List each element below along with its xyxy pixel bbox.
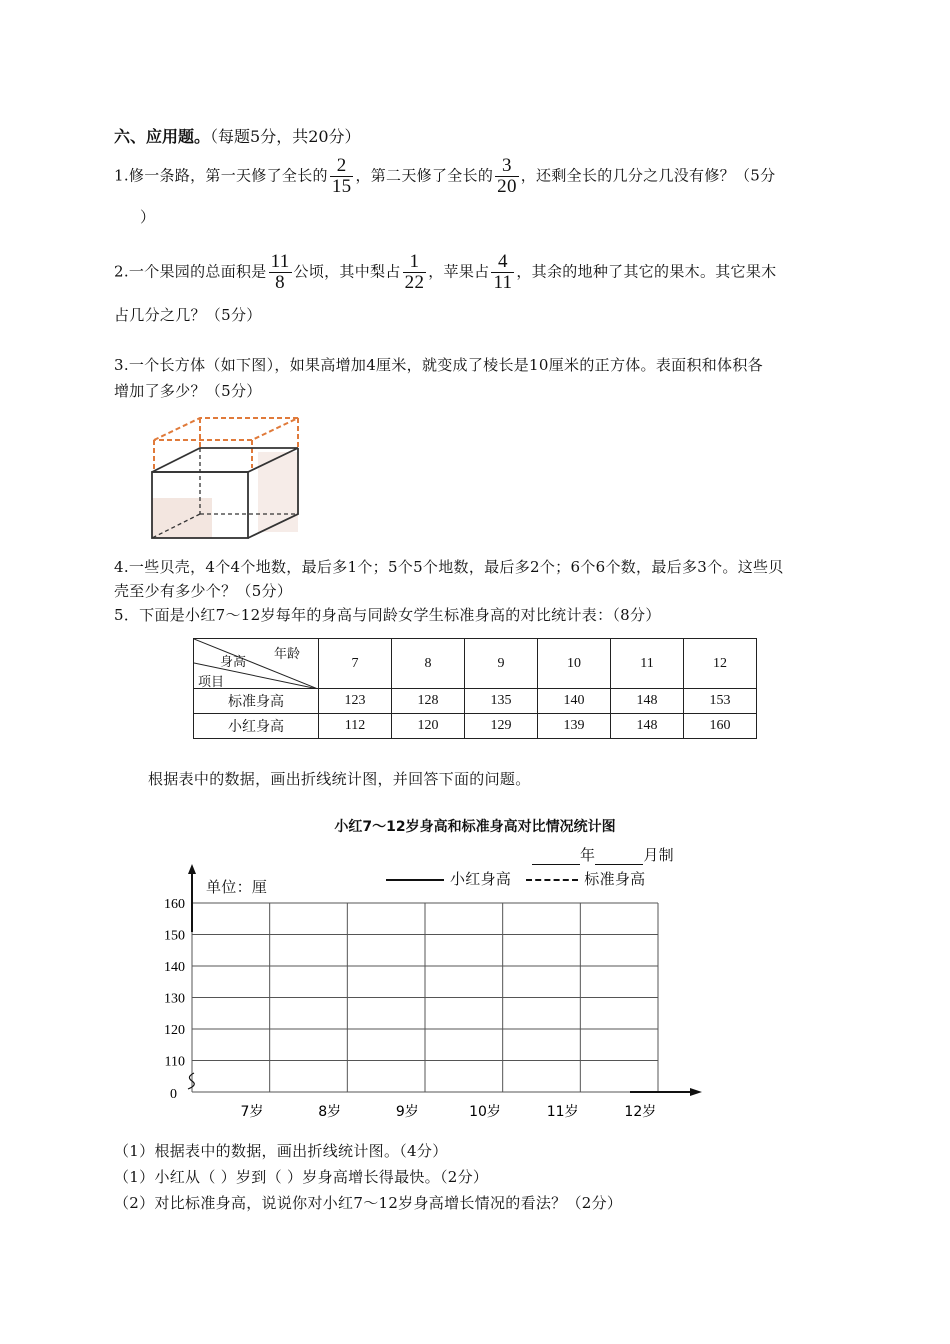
table-cell: 153 (684, 689, 757, 714)
chart-question-1: （1）根据表中的数据，画出折线统计图。（4分） (114, 1142, 448, 1160)
x-axis-arrow (690, 1088, 702, 1096)
table-cell: 128 (392, 689, 465, 714)
question-2-line2: 占几分之几？（5分） (114, 306, 262, 324)
table-cell: 148 (611, 714, 684, 739)
fraction-3-20: $\frac{3}{20}$ (497, 155, 517, 197)
x-tick-label: 12岁 (624, 1104, 657, 1120)
fraction-11-8: $\frac{11}{8}$ (270, 251, 290, 293)
x-tick-label: 9岁 (395, 1104, 419, 1120)
y-tick-label: 110 (164, 1054, 185, 1070)
x-tick-label: 8岁 (318, 1104, 342, 1120)
fraction-4-11: $\frac{4}{11}$ (493, 251, 513, 293)
table-header-age: 8 (392, 639, 465, 689)
question-1-end: ） (140, 208, 156, 226)
height-table (193, 638, 757, 739)
table-cell: 135 (465, 689, 538, 714)
chart-question-2: （1）小红从（ ）岁到（ ）岁身高增长得最快。（2分） (114, 1168, 489, 1186)
section-title (114, 124, 361, 147)
chart-instruction: 根据表中的数据，画出折线统计图，并回答下面的问题。 (148, 770, 531, 788)
fraction-2-15: $\frac{2}{15}$ (331, 155, 352, 197)
question-1: 1.修一条路，第一天修了全长的 $\frac{2}{15}$ ，第二天修了全长的 $\frac{3}{20}$ ，还剩全长的几分之几没有修？（5分 (114, 155, 776, 197)
corner-age-label: 年龄 (274, 647, 301, 662)
table-header-age: 10 (538, 639, 611, 689)
table-cell: 139 (538, 714, 611, 739)
chart-date-line: 年 月制 (532, 844, 674, 865)
table-corner-cell (194, 639, 319, 689)
x-tick-label: 10岁 (469, 1104, 501, 1120)
chart-question-3: （2）对比标准身高，说说你对小红7～12岁身高增长情况的看法？（2分） (114, 1194, 623, 1212)
question-4-line1: 4.一些贝壳，4个4个地数，最后多1个；5个5个地数，最后多2个；6个6个数，最后多3个。这些贝 (114, 558, 784, 576)
row-label: 标准身高 (194, 689, 319, 714)
chart-unit-label: 单位：厘 (206, 878, 268, 896)
x-tick-label: 11岁 (546, 1104, 579, 1120)
corner-item-label: 项目 (198, 675, 225, 690)
table-header-age: 12 (684, 639, 757, 689)
axis-break-mark (188, 1073, 194, 1089)
y-zero-label: 0 (170, 1087, 177, 1102)
table-cell: 129 (465, 714, 538, 739)
question-5-line1: 5．下面是小红7～12岁每年的身高与同龄女学生标准身高的对比统计表：（8分） (114, 606, 661, 624)
chart-title: 小红7～12岁身高和标准身高对比情况统计图 (334, 819, 616, 835)
table-header-age: 7 (319, 639, 392, 689)
line-chart (150, 860, 710, 1130)
corner-height-label: 身高 (220, 655, 247, 670)
question-3-line2: 增加了多少？（5分） (114, 382, 262, 400)
figure-shading (152, 498, 212, 538)
question-3-line1: 3.一个长方体（如下图），如果高增加4厘米，就变成了棱长是10厘米的正方体。表面积和体积各 (114, 356, 763, 374)
table-cell: 160 (684, 714, 757, 739)
y-tick-label: 120 (164, 1023, 185, 1038)
y-tick-label: 130 (164, 991, 185, 1007)
table-cell: 112 (319, 714, 392, 739)
table-cell: 120 (392, 714, 465, 739)
row-label: 小红身高 (194, 714, 319, 739)
question-2: 2.一个果园的总面积是 $\frac{11}{8}$ 公顷，其中梨占 $\frac{1}{22}$ ，苹果占 $\frac{4}{11}$ ，其余的地种了其它的果木。其它果木 (114, 251, 777, 293)
y-tick-label: 150 (164, 928, 185, 944)
table-header-age: 11 (611, 639, 684, 689)
y-tick-label: 140 (164, 960, 185, 975)
legend-label-xiaohong: 小红身高 (450, 870, 512, 888)
table-row (194, 689, 757, 714)
cuboid-figure (140, 412, 310, 544)
question-4-line2: 壳至少有多少个？（5分） (114, 582, 293, 600)
section-title-text: 六、应用题。 (114, 127, 211, 146)
legend-label-standard: 标准身高 (584, 870, 646, 888)
table-cell: 148 (611, 689, 684, 714)
table-row (194, 714, 757, 739)
x-tick-label: 7岁 (240, 1104, 264, 1120)
y-axis-arrow (188, 864, 196, 874)
table-header-age: 9 (465, 639, 538, 689)
section-note: （每题5分，共20分） (210, 127, 361, 146)
table-cell: 123 (319, 689, 392, 714)
fraction-1-22: $\frac{1}{22}$ (404, 251, 425, 293)
y-tick-label: 160 (164, 897, 185, 912)
table-cell: 140 (538, 689, 611, 714)
